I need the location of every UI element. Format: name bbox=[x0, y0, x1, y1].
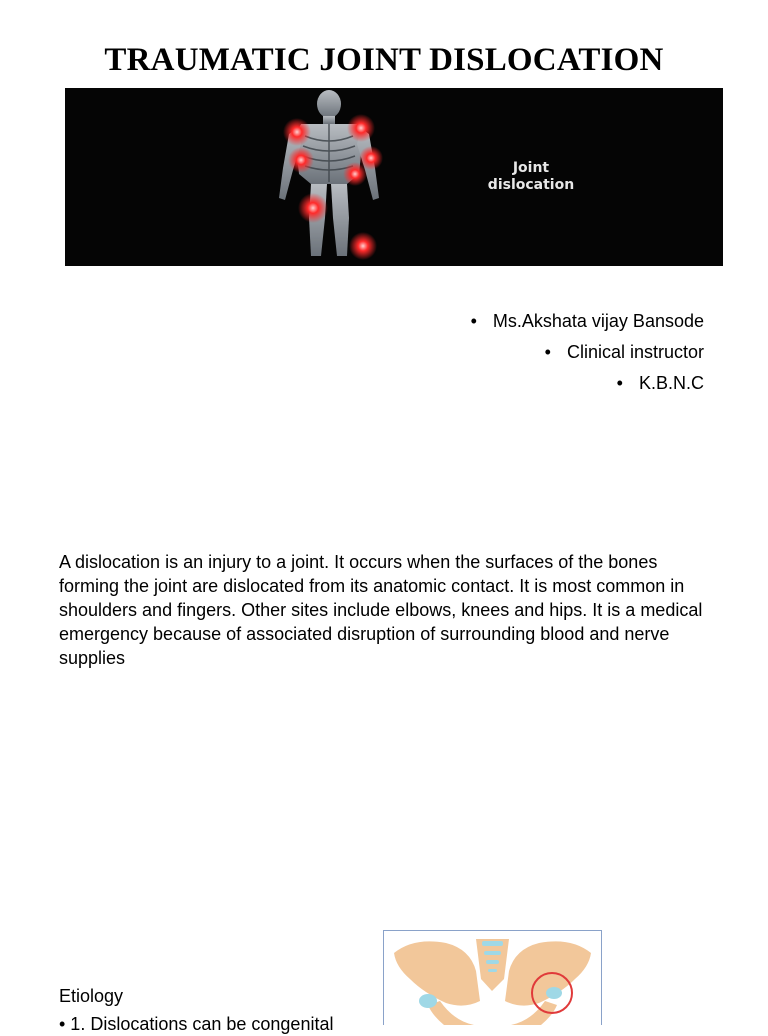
pelvis-image bbox=[383, 930, 602, 1025]
shoulder-glow-right bbox=[347, 114, 375, 142]
list-item bbox=[471, 337, 704, 368]
author-name: Ms.Akshata vijay Bansode bbox=[492, 311, 704, 331]
hero-image bbox=[65, 88, 723, 266]
hero-caption-line2: dislocation bbox=[487, 177, 575, 193]
hand-glow-right bbox=[343, 162, 367, 186]
bullet-icon: • bbox=[544, 342, 551, 362]
shoulder-glow-left bbox=[283, 118, 311, 146]
pelvis-illustration bbox=[384, 931, 601, 1025]
author-role: Clinical instructor bbox=[566, 342, 704, 362]
bullet-icon: • bbox=[616, 373, 623, 393]
skeleton-illustration bbox=[65, 88, 723, 266]
ankle-glow-right bbox=[349, 232, 377, 260]
hero-caption-line1: Joint bbox=[512, 160, 550, 176]
definition-paragraph: A dislocation is an injury to a joint. It occurs when the surfaces of the bones forming the joint are dislocated from its anatomic contact. It is most common in shoulders and fingers. Other sites include elbows, knees and hips. It is a medical emergency because of associated disruption of surrounding blood and nerve supplies bbox=[59, 552, 703, 668]
bullet-icon: • bbox=[470, 311, 477, 331]
list-item bbox=[471, 368, 704, 399]
etiology-first-item: • 1. Dislocations can be congenital bbox=[59, 1014, 334, 1034]
hero-caption bbox=[461, 160, 601, 194]
list-item bbox=[471, 306, 704, 337]
etiology-heading: Etiology bbox=[59, 986, 124, 1006]
page-title: TRAUMATIC JOINT DISLOCATION bbox=[104, 42, 664, 78]
author-list bbox=[471, 306, 704, 399]
knee-glow-left bbox=[298, 193, 328, 223]
author-institution: K.B.N.C bbox=[638, 373, 704, 393]
hip-glow-left bbox=[288, 147, 314, 173]
